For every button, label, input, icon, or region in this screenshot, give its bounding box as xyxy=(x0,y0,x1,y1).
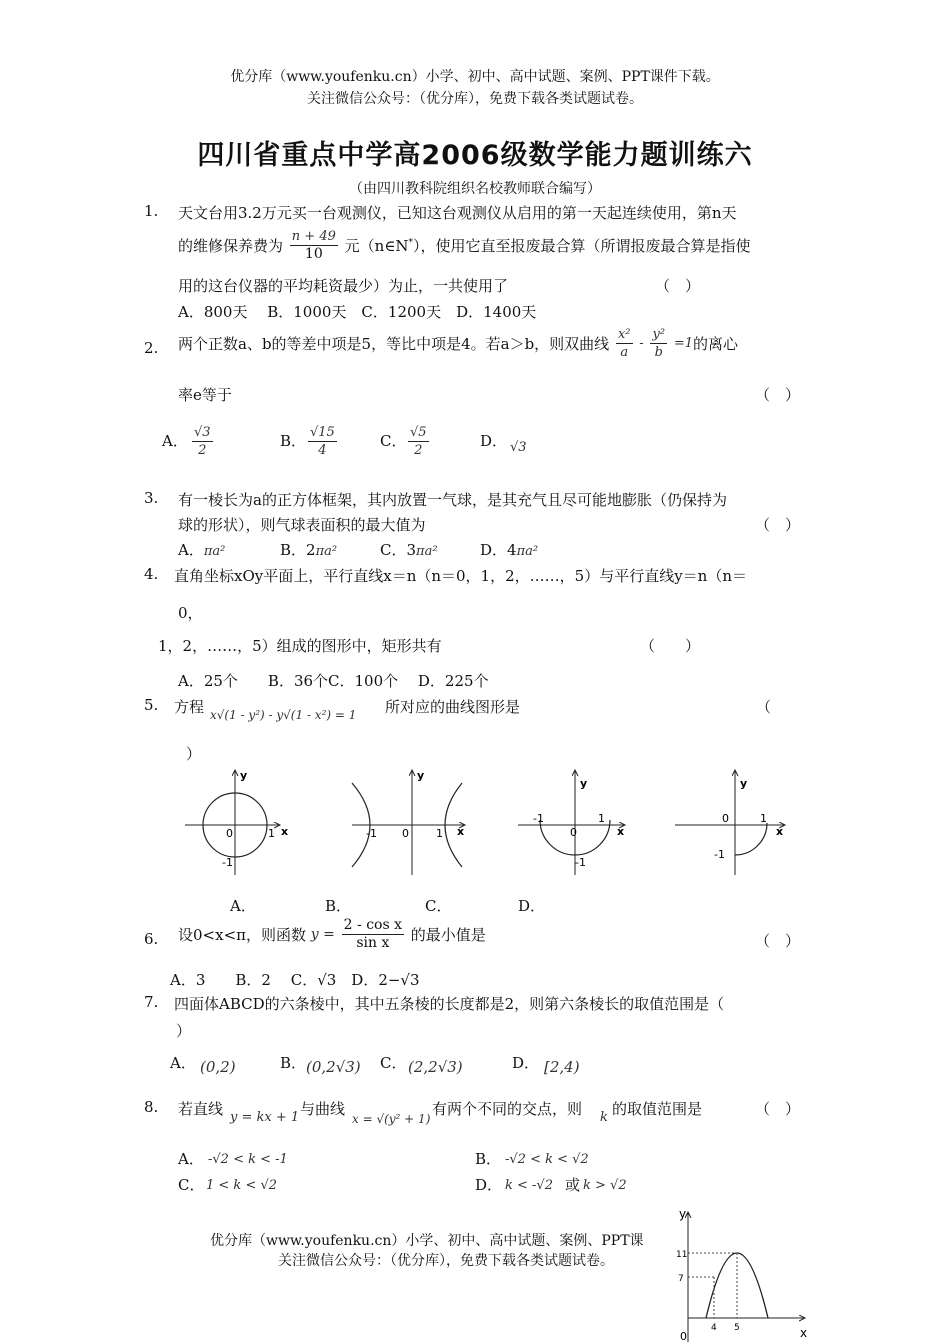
q6-lhs: y = xyxy=(310,926,335,943)
subtitle: （由四川教科院组织名校教师联合编写） xyxy=(349,181,601,197)
graph-y-tick-7: 7 xyxy=(678,1274,684,1284)
q7-choice-a: (0,2) xyxy=(200,1058,236,1076)
q8-choice-d-1: k < -√2 xyxy=(505,1178,553,1193)
q2-f2-num: y² xyxy=(652,327,666,342)
q5-line-1b: 所对应的曲线图形是 xyxy=(385,698,521,716)
svg-text:-1: -1 xyxy=(714,848,725,861)
q2-a-num: √3 xyxy=(194,425,211,440)
graph-y-tick-11: 11 xyxy=(676,1250,688,1260)
svg-text:1: 1 xyxy=(268,827,275,840)
q2-choice-d: √3 xyxy=(510,440,527,455)
q8-choice-b-label: B． xyxy=(475,1150,502,1168)
q1-frac-num: n + 49 xyxy=(291,229,336,244)
q2-eq: =1 xyxy=(673,336,693,351)
q2-b-den: 4 xyxy=(318,443,327,458)
q2-c-frac xyxy=(408,424,429,459)
q2-line-1a: 两个正数a、b的等差中项是5，等比中项是4。若a＞b，则双曲线 xyxy=(178,335,610,353)
q5-paren-close: ） xyxy=(186,745,202,763)
svg-text:y: y xyxy=(240,769,248,782)
q2-frac-1 xyxy=(616,326,633,361)
q8-choice-b: -√2 < k < √2 xyxy=(505,1152,589,1167)
footer-line-1: 优分库（www.youfenku.cn）小学、初中、高中试题、案例、PPT课 xyxy=(210,1233,644,1249)
q2-a-frac xyxy=(192,424,213,459)
q2-line-2: 率e等于 xyxy=(178,386,232,404)
q3-a-value: πa² xyxy=(203,544,226,559)
q1-choices: A．800天 B．1000天 C．1200天 D．1400天 xyxy=(178,303,537,321)
q8-line-eq: y = kx + 1 xyxy=(230,1110,300,1125)
q3-choice-a xyxy=(178,539,225,560)
q8-choice-a: -√2 < k < -1 xyxy=(208,1152,288,1167)
q3-d-label: D．4 xyxy=(480,541,517,559)
q5-graphs xyxy=(180,765,800,880)
parabola-graph xyxy=(670,1200,820,1344)
q4-answer-paren: （ ） xyxy=(640,637,701,655)
q3-number: 3. xyxy=(144,489,159,507)
q1-answer-paren: （ ） xyxy=(655,277,701,295)
q2-choice-a xyxy=(190,424,215,459)
q8-k: k xyxy=(600,1110,608,1125)
q3-line-1: 有一棱长为a的正方体框架，其内放置一气球，是其充气且尽可能地膨胀（仍保持为 xyxy=(178,491,727,509)
q2-frac-2 xyxy=(650,326,667,361)
svg-text:0: 0 xyxy=(722,812,729,825)
q6-fraction xyxy=(342,917,404,952)
q8-choice-c: 1 < k < √2 xyxy=(206,1178,278,1193)
graph-a xyxy=(185,769,288,875)
q6-frac-den: sin x xyxy=(356,935,390,951)
q6-line-1a: 设0<x<π，则函数 xyxy=(178,926,306,944)
q5-paren-open: （ xyxy=(756,698,772,716)
q7-choice-d-label: D． xyxy=(512,1054,540,1072)
q1-line-2a: 的维修保养费为 xyxy=(178,237,284,255)
q2-a-den: 2 xyxy=(198,443,207,458)
graph-c xyxy=(518,770,625,875)
q5-line-1a: 方程 xyxy=(174,698,205,716)
q5-equation: x√(1 - y²) - y√(1 - x²) = 1 xyxy=(210,708,357,722)
q7-line-1: 四面体ABCD的六条棱中，其中五条棱的长度都是2，则第六条棱长的取值范围是（ xyxy=(174,995,725,1013)
q3-choice-b xyxy=(280,539,337,560)
q8-line-1d: 的取值范围是 xyxy=(612,1100,703,1118)
q2-choice-c xyxy=(406,424,431,459)
q7-choice-a-label: A． xyxy=(170,1054,196,1072)
q1-fraction xyxy=(290,228,338,263)
q3-c-value: πa² xyxy=(416,544,438,559)
q2-c-den: 2 xyxy=(414,443,423,458)
q8-choice-d-label: D． xyxy=(475,1176,503,1194)
svg-text:x: x xyxy=(617,825,625,838)
q6-line-1b: 的最小值是 xyxy=(410,926,486,944)
graph-d xyxy=(675,770,785,875)
svg-text:y: y xyxy=(580,777,588,790)
q1-line-2c: ），使用它直至报废最合算（所谓报废最合算是指使 xyxy=(413,237,751,255)
svg-text:y: y xyxy=(740,777,748,790)
q3-choice-d xyxy=(480,539,538,560)
q1-number: 1. xyxy=(144,202,159,220)
q2-choice-b-label: B． xyxy=(280,432,307,450)
svg-text:-1: -1 xyxy=(533,812,544,825)
q5-number: 5. xyxy=(144,696,159,714)
q1-sup: * xyxy=(408,238,414,248)
graph-x-label: x xyxy=(800,1326,808,1340)
q3-b-label: B．2 xyxy=(280,541,316,559)
q7-line-2: ） xyxy=(176,1022,192,1040)
q4-line-2: 0， xyxy=(178,604,203,622)
q6-answer-paren: （ ） xyxy=(755,932,801,950)
q2-b-num: √15 xyxy=(310,425,335,440)
header-line-1: 优分库（www.youfenku.cn）小学、初中、高中试题、案例、PPT课件下载。 xyxy=(230,69,720,85)
q3-c-label: C．3 xyxy=(380,541,417,559)
q1-line-3: 用的这台仪器的平均耗资最少）为止，一共使用了 xyxy=(178,277,509,295)
svg-text:x: x xyxy=(281,825,289,838)
graph-x-tick-4: 4 xyxy=(711,1323,717,1333)
q5-label-c: C． xyxy=(425,897,452,915)
svg-text:0: 0 xyxy=(570,826,577,839)
graph-y-label: y xyxy=(679,1207,687,1221)
q2-f2-den: b xyxy=(650,343,667,361)
q8-line-1c: 有两个不同的交点，则 xyxy=(432,1100,583,1118)
q3-answer-paren: （ ） xyxy=(755,516,801,534)
q2-f1-den: a xyxy=(616,343,633,361)
q7-number: 7. xyxy=(144,993,159,1011)
q4-choices: A．25个 B．36个C．100个 D．225个 xyxy=(178,672,489,690)
q7-choice-c-label: C． xyxy=(380,1054,407,1072)
q8-answer-paren: （ ） xyxy=(755,1100,801,1118)
svg-text:1: 1 xyxy=(436,827,443,840)
q5-label-b: B． xyxy=(325,897,352,915)
header-line-2: 关注微信公众号：（优分库），免费下载各类试题试卷。 xyxy=(307,91,643,107)
svg-text:x: x xyxy=(457,825,465,838)
svg-text:x: x xyxy=(776,825,784,838)
q1-line-2 xyxy=(178,228,751,263)
q2-line-1 xyxy=(178,326,738,361)
graph-x-tick-0: 0 xyxy=(680,1330,687,1343)
graph-b xyxy=(352,769,465,875)
q1-line-2b: 元（n∈N xyxy=(344,237,409,255)
q2-choice-b xyxy=(306,424,339,459)
q2-choice-c-label: C． xyxy=(380,432,407,450)
q6-number: 6. xyxy=(144,930,159,948)
q2-choice-a-label: A． xyxy=(162,432,188,450)
q8-line-1b: 与曲线 xyxy=(300,1100,346,1118)
q6-choices: A．3 B．2 C．√3 D．2−√3 xyxy=(170,971,420,989)
q3-d-value: πa² xyxy=(516,544,539,559)
q7-choice-c: (2,2√3) xyxy=(408,1058,463,1076)
svg-text:y: y xyxy=(417,769,425,782)
q2-b-frac xyxy=(308,424,337,459)
q4-line-1: 直角坐标xOy平面上，平行直线x＝n（n＝0，1，2，……，5）与平行直线y＝n（n＝ xyxy=(174,567,747,585)
q3-line-2: 球的形状），则气球表面积的最大值为 xyxy=(178,516,426,534)
q8-choice-d-2: k > √2 xyxy=(583,1178,627,1193)
q3-a-label: A． xyxy=(178,541,204,559)
q6-line xyxy=(178,917,486,952)
q3-b-value: πa² xyxy=(315,544,338,559)
graph-x-tick-5: 5 xyxy=(734,1323,740,1333)
q1-frac-den: 10 xyxy=(304,246,323,262)
q8-choice-a-label: A． xyxy=(178,1150,204,1168)
page-title: 四川省重点中学高2006级数学能力题训练六 xyxy=(197,140,753,171)
svg-text:0: 0 xyxy=(402,827,409,840)
svg-text:-1: -1 xyxy=(366,827,377,840)
q8-choice-d-or: 或 xyxy=(565,1176,581,1194)
q2-minus: - xyxy=(639,336,644,351)
q2-answer-paren: （ ） xyxy=(755,386,801,404)
q7-choice-b: (0,2√3) xyxy=(306,1058,361,1076)
q2-f1-num: x² xyxy=(617,327,631,342)
svg-text:1: 1 xyxy=(760,812,767,825)
q2-number: 2. xyxy=(144,339,159,357)
footer-line-2: 关注微信公众号：（优分库），免费下载各类试题试卷。 xyxy=(278,1253,614,1269)
q5-label-a: A． xyxy=(230,897,256,915)
q4-line-3: 1，2，……，5）组成的图形中，矩形共有 xyxy=(158,637,442,655)
q5-label-d: D． xyxy=(518,897,546,915)
svg-text:-1: -1 xyxy=(575,856,586,869)
q7-choice-b-label: B． xyxy=(280,1054,307,1072)
svg-text:-1: -1 xyxy=(222,856,233,869)
q8-line-1a: 若直线 xyxy=(178,1100,224,1118)
svg-text:0: 0 xyxy=(226,827,233,840)
q8-number: 8. xyxy=(144,1098,159,1116)
q6-frac-num: 2 - cos x xyxy=(343,917,402,933)
q2-line-1b: 的离心 xyxy=(693,335,739,353)
q2-c-num: √5 xyxy=(410,425,427,440)
q1-line-1: 天文台用3.2万元买一台观测仪，已知这台观测仪从启用的第一天起连续使用，第n天 xyxy=(178,204,737,222)
q7-choice-d: [2,4) xyxy=(544,1058,580,1076)
q8-curve-eq: x = √(y² + 1) xyxy=(352,1112,431,1126)
q4-number: 4. xyxy=(144,565,159,583)
q3-choice-c xyxy=(380,539,438,560)
svg-text:1: 1 xyxy=(598,812,605,825)
q2-choice-d-label: D． xyxy=(480,432,508,450)
q8-choice-c-label: C． xyxy=(178,1176,205,1194)
